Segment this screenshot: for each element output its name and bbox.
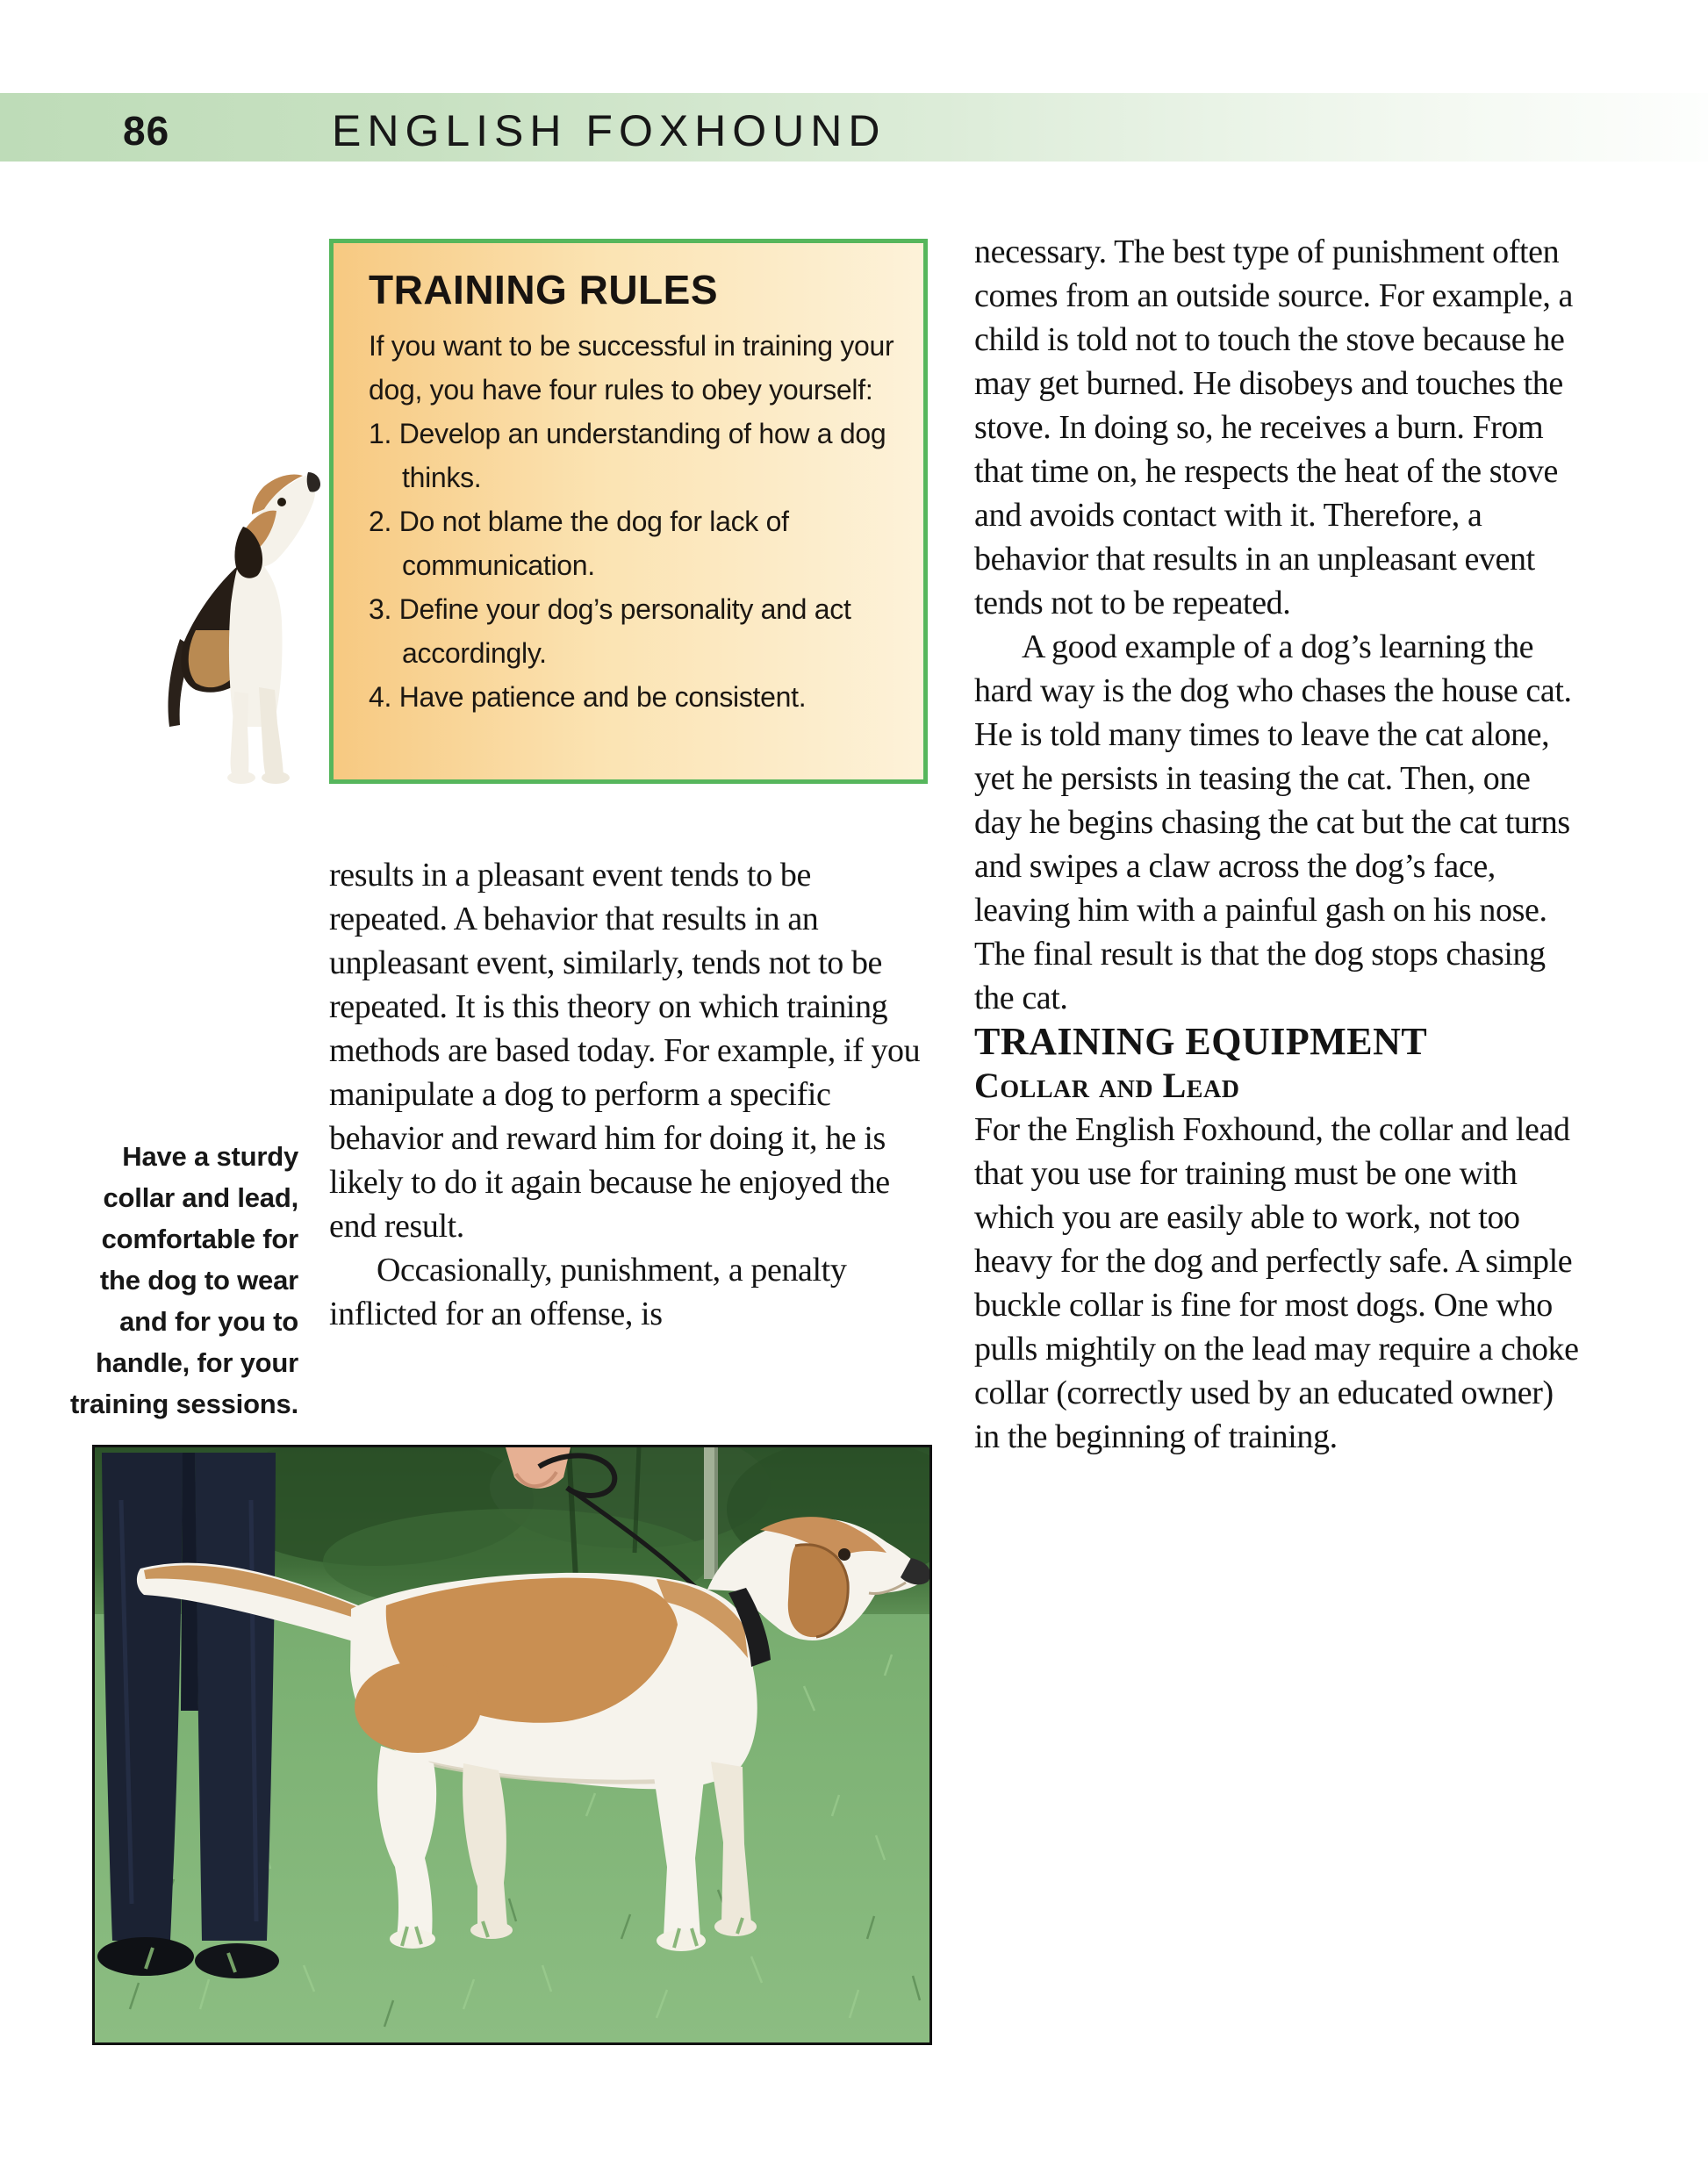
right-text-column	[974, 230, 1583, 1459]
foxhound-cutout-image	[161, 463, 329, 785]
rule-text: Develop an understanding of how a dog thinks.	[398, 418, 886, 493]
rule-number: 2.	[369, 506, 392, 537]
foxhound-photo-illustration	[95, 1447, 929, 2042]
training-rule-item	[369, 587, 897, 675]
middle-text-column	[329, 853, 929, 1336]
page-title: ENGLISH FOXHOUND	[332, 106, 886, 155]
rule-text: Do not blame the dog for lack of communication.	[398, 506, 789, 581]
caption-line: comfortable for	[101, 1224, 298, 1254]
body-paragraph: necessary. The best type of punishment often comes from an outside source. For example, a child is told not to touch the stove because he may get burned. He disobeys and touches the stove. In doing so, he receives a burn. From that time on, he respects the heat of the stove and avoids contact with it. Therefore, a behavior that results in an unpleasant event tends not to be repeated.	[974, 233, 1574, 621]
foxhound-photo	[92, 1445, 932, 2045]
caption-line: handle, for your	[95, 1347, 298, 1378]
training-rule-item	[369, 412, 897, 499]
training-rules-box	[329, 239, 928, 784]
caption-line: Have a sturdy	[122, 1141, 298, 1172]
foxhound-cutout-illustration	[161, 463, 329, 785]
section-subheading: Collar and Lead	[974, 1066, 1240, 1105]
section-heading: TRAINING EQUIPMENT	[974, 1020, 1428, 1063]
page-number: 86	[123, 108, 170, 154]
rule-number: 1.	[369, 418, 392, 449]
training-rules-intro: If you want to be successful in training your dog, you have four rules to obey yourself:	[369, 330, 894, 406]
caption-line: the dog to wear	[99, 1265, 298, 1296]
training-rule-item	[369, 675, 897, 719]
caption-line: training sessions.	[70, 1389, 298, 1419]
body-paragraph: For the English Foxhound, the collar and lead that you use for training must be one with which you are easily able to work, not too heavy for the dog and perfectly safe. A simple buckle collar is fine for most dogs. One who pulls mightily on the lead may require a choke collar (correctly used by an educated owner) in the beginning of training.	[974, 1111, 1579, 1455]
rule-text: Have patience and be consistent.	[398, 681, 807, 713]
header-bar	[0, 93, 1708, 162]
body-paragraph: A good example of a dog’s learning the hard way is the dog who chases the house cat. He is told many times to leave the cat alone, yet he persists in teasing the cat. Then, one day he begins chasing the cat but the cat turns and swipes a claw across the dog’s face, leaving him with a painful gash on his nose. The final result is that the dog stops chasing the cat.	[974, 628, 1572, 1016]
rule-number: 3.	[369, 593, 392, 625]
rule-number: 4.	[369, 681, 392, 713]
body-paragraph: results in a pleasant event tends to be repeated. A behavior that results in an unpleasant event, similarly, tends not to be repeated. It is this theory on which training methods are based today. For example, if you manipulate a dog to perform a specific behavior and reward him for doing it, he is likely to do it again because he enjoyed the end result.	[329, 857, 921, 1245]
photo-caption	[53, 1136, 298, 1425]
training-rule-item	[369, 499, 897, 587]
caption-line: and for you to	[119, 1306, 298, 1337]
training-rules-title: TRAINING RULES	[369, 267, 718, 312]
caption-line: collar and lead,	[103, 1182, 298, 1213]
rule-text: Define your dog’s personality and act accordingly.	[398, 593, 851, 669]
body-paragraph: Occasionally, punishment, a penalty inflicted for an offense, is	[329, 1252, 847, 1332]
